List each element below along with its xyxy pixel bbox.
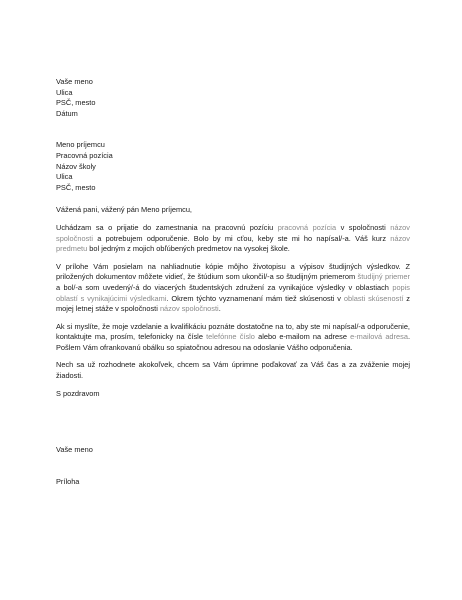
sender-address bbox=[56, 77, 410, 119]
recipient-name: Meno príjemcu bbox=[56, 140, 105, 150]
spacer bbox=[56, 353, 410, 360]
spacer bbox=[56, 382, 410, 389]
sender-city: PSČ, mesto bbox=[56, 98, 96, 108]
spacer bbox=[56, 456, 410, 477]
placeholder-email-address: e-mailová adresa bbox=[350, 332, 408, 342]
paragraph-request: Uchádzam sa o prijatie do zamestnania na pracovnú pozíciu pracovná pozícia v spoločnosti názov spoločnosti a potrebujem odporučenie. Bolo by mi cťou, keby ste mi ho napísal/-a. Váš kurz názov predmetu bol jedným z mojich obľúbených predmetov na vysokej škole. bbox=[56, 222, 410, 254]
placeholder-experience-area: oblasti skúseností bbox=[343, 293, 404, 303]
spacer bbox=[56, 193, 410, 205]
recipient-school: Názov školy bbox=[56, 161, 96, 171]
recipient-address bbox=[56, 140, 410, 193]
placeholder-phone-number: telefónne číslo bbox=[206, 332, 255, 342]
spacer bbox=[56, 255, 410, 262]
closing: S pozdravom bbox=[56, 388, 100, 398]
placeholder-gpa: študijný priemer bbox=[357, 272, 411, 282]
paragraph-contact: Ak si myslíte, že moje vzdelanie a kvalifikáciu poznáte dostatočne na to, aby ste mi napísal/-a odporučenie, kontaktujte ma, prosím, telefonicky na čísle telefónne číslo alebo e-mailom na adrese e-mailová adresa. Pošlem Vám ofrankovanú obálku so spiatočnou adresou na odoslanie Vášho odporučenia. bbox=[56, 321, 410, 352]
attachment-label: Príloha bbox=[56, 476, 80, 486]
recipient-position: Pracovná pozícia bbox=[56, 150, 113, 160]
recipient-city: PSČ, mesto bbox=[56, 182, 96, 192]
placeholder-job-position: pracovná pozícia bbox=[277, 222, 337, 232]
placeholder-company-name: názov spoločnosti bbox=[56, 222, 410, 243]
letter-body bbox=[56, 77, 410, 487]
paragraph-qualifications: V prílohe Vám posielam na nahliadnutie kópie môjho životopisu a výpisov študijných výsledkov. Z priložených dokumentov môžete vidieť, že štúdium som ukončil/-a so študijným priemerom študijný priemer a bol/-a som uvedený/-á do viacerých študentských združení za vynikajúce výsledky v oblastiach popis oblastí s vynikajúcimi výsledkami. Okrem týchto vyznamenaní mám tiež skúsenosti v oblasti skúseností z mojej letnej stáže v spoločnosti názov spoločnosti. bbox=[56, 261, 411, 314]
paragraph-thanks: Nech sa už rozhodnete akokoľvek, chcem sa Vám úprimne poďakovať za Váš čas a za zváženie mojej žiadosti. bbox=[56, 360, 410, 381]
signature-space bbox=[56, 399, 410, 445]
spacer bbox=[56, 216, 410, 223]
spacer bbox=[56, 119, 410, 140]
sender-street: Ulica bbox=[56, 87, 73, 97]
placeholder-internship-company: názov spoločnosti bbox=[159, 304, 219, 314]
placeholder-excellence-areas: popis oblastí s vynikajúcimi výsledkami bbox=[56, 282, 410, 303]
signature-name: Vaše meno bbox=[56, 445, 93, 455]
recipient-street: Ulica bbox=[56, 172, 73, 182]
salutation: Vážená pani, vážený pán Meno príjemcu, bbox=[56, 205, 192, 215]
placeholder-course-name: názov predmetu bbox=[56, 233, 410, 254]
spacer bbox=[56, 315, 410, 322]
sender-date: Dátum bbox=[56, 108, 78, 118]
sender-name: Vaše meno bbox=[56, 77, 93, 86]
